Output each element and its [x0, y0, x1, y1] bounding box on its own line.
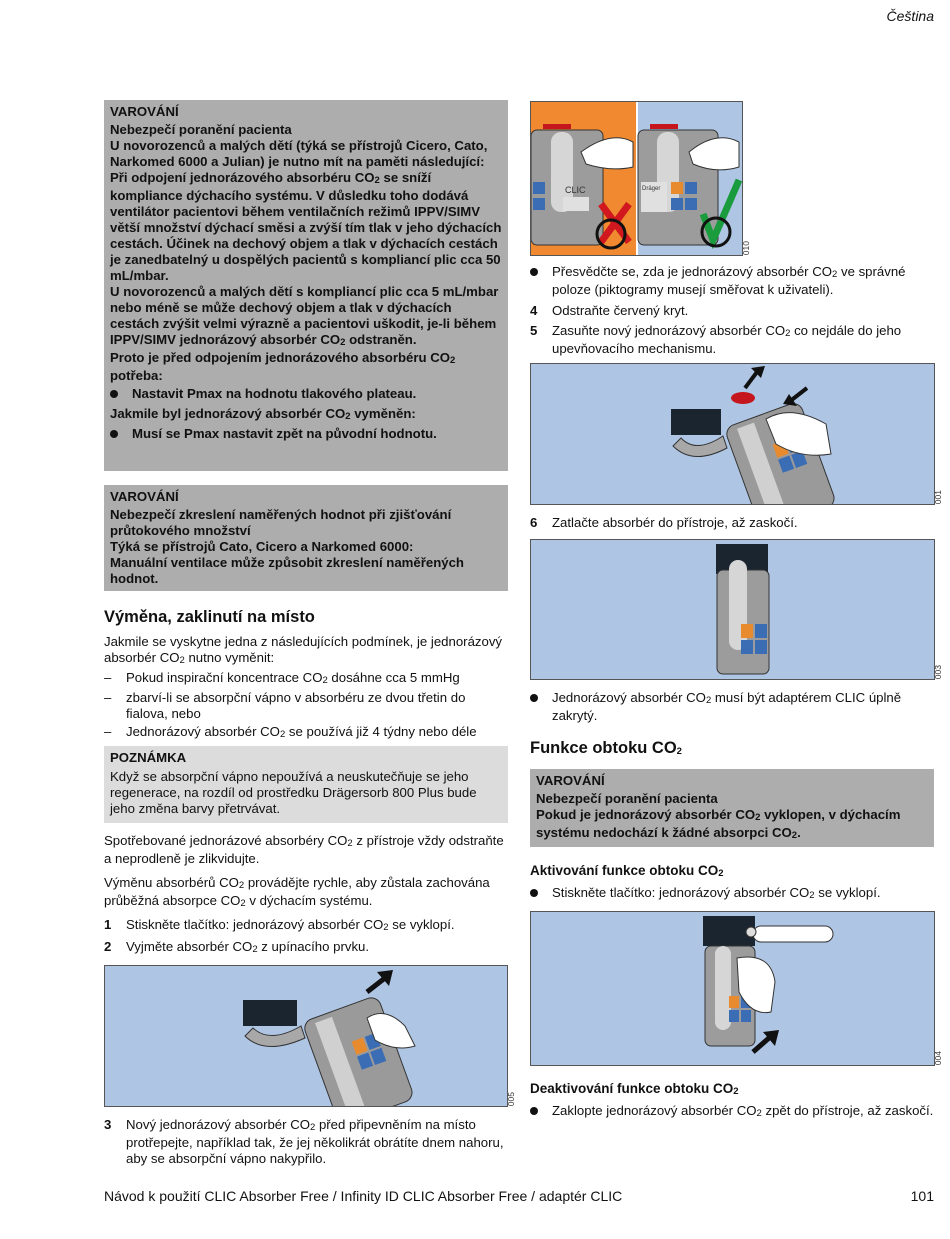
- step-item: 2 Vyjměte absorbér $CO_2$ z upínacího prvku.: [104, 939, 370, 955]
- note-box: [104, 746, 508, 823]
- condition-item: – Pokud inspirační koncentrace $CO_2$ dosáhne cca 5 mmHg: [104, 670, 460, 686]
- warning-text: Proto je před odpojením jednorázového absorbéru $CO_2$ potřeba:: [110, 350, 456, 383]
- body-text: Spotřebované jednorázové absorbéry $CO_2$ z přístroje vždy odstraňte a neprodleně je zlikvidujte.: [104, 833, 504, 866]
- absorber-removal-illustration: [105, 966, 507, 1106]
- orientation-illustration: [531, 102, 742, 255]
- intro-text: Jakmile se vyskytne jedna z následujících podmínek, je jednorázový absorbér $CO_2$ nutno vyměnit:: [104, 634, 503, 666]
- figure-tilt-absorber: [530, 911, 943, 1066]
- body-text: Výměnu absorbérů $CO_2$ provádějte rychle, aby zůstala zachována průběžná absorpce $CO_2$ v dýchacím systému.: [104, 875, 490, 909]
- warning-text: Manuální ventilace může způsobit zkreslení naměřených hodnot.: [110, 555, 464, 586]
- warning-box-bypass: [530, 769, 934, 847]
- page-number: 101: [910, 1188, 934, 1204]
- absorber-insert-illustration: [531, 364, 934, 504]
- section-heading: Výměna, zaklinutí na místo: [104, 608, 315, 626]
- bypass-activation-illustration: [531, 912, 934, 1065]
- figure-number: 005: [506, 1091, 516, 1106]
- section-heading: Funkce obtoku $CO_2$: [530, 739, 682, 757]
- warning-subtitle: Nebezpečí poranění pacienta: [110, 122, 292, 137]
- note-title: POZNÁMKA: [110, 750, 187, 765]
- figure-insert-absorber: [530, 363, 943, 505]
- warning-text: Týká se přístrojů Cato, Cicero a Narkomed 6000:: [110, 539, 414, 554]
- condition-item: – zbarví-li se absorpční vápno v absorbéru ze dvou třetin do fialova, nebo: [104, 690, 466, 721]
- warning-text: U novorozenců a malých dětí (týká se přístrojů Cicero, Cato, Narkomed 6000 a Julian) je nutno mít na paměti následující:: [110, 138, 488, 169]
- warning-title: VAROVÁNÍ: [110, 489, 179, 504]
- warning-text: Při odpojení jednorázového absorbéru $CO_2$ se sníží kompliance dýchacího systému. V důsledku toho dodává ventilátor pacientovi během ventilačních režimů IPPV/SIMV větší množství dýchací směsi a zvýší tím tlak v jeho dýchacích cestách. Účinek na dechový objem a tlak v dýchacích cestách je zanedbatelný u dospělých pacientů s kompliancí plic cca 50 mL/mbar.: [110, 170, 502, 283]
- figure-remove-absorber: [104, 965, 516, 1107]
- warning-text: U novorozenců a malých dětí s kompliancí plic cca 5 mL/mbar nebo méně se může dechový objem a tlak v dýchacích cestách zvýšit velmi výrazně a pacientovi uškodit, je-li během IPPV/SIMV jednorázový absorbér $CO_2$ odstraněn.: [110, 284, 499, 348]
- figure-orientation-check: [530, 101, 751, 256]
- warning-title: VAROVÁNÍ: [110, 104, 179, 119]
- step-item: 5 Zasuňte nový jednorázový absorbér $CO_2$ co nejdále do jeho upevňovacího mechanismu.: [530, 323, 902, 356]
- figure-push-absorber: [530, 539, 943, 680]
- bullet-item: Stiskněte tlačítko: jednorázový absorbér $CO_2$ se vyklopí.: [530, 885, 935, 903]
- right-column: [530, 100, 943, 1123]
- language-label: Čeština: [886, 8, 934, 24]
- figure-number: 003: [933, 664, 943, 679]
- left-column: [104, 100, 516, 1171]
- warning-bullet: Musí se Pmax nastavit zpět na původní hodnotu.: [110, 426, 502, 442]
- condition-item: – Jednorázový absorbér $CO_2$ se používá již 4 týdny nebo déle: [104, 724, 477, 740]
- note-text: Když se absorpční vápno nepoužívá a neuskutečňuje se jeho regenerace, na rozdíl od prostředku Drägersorb 800 Plus bude jeho změna barvy přetrvávat.: [110, 769, 477, 816]
- svg-text:Dräger: Dräger: [642, 186, 661, 192]
- step-item: 3 Nový jednorázový absorbér $CO_2$ před připevněním na místo protřepejte, například tak, že jej několikrát obrátíte dnem nahoru, aby se absorpční vápno nakypřilo.: [104, 1117, 504, 1166]
- figure-number: 004: [933, 1050, 943, 1065]
- subsection-heading: Aktivování funkce obtoku $CO_2$: [530, 863, 724, 879]
- step-item: 1 Stiskněte tlačítko: jednorázový absorbér $CO_2$ se vyklopí.: [104, 917, 455, 933]
- warning-bullet: Nastavit Pmax na hodnotu tlakového plateau.: [110, 386, 502, 402]
- warning-text: Pokud je jednorázový absorbér $CO_2$ vyklopen, v dýchacím systému nedochází k žádné absorpci $CO_2$.: [536, 807, 901, 841]
- step-item: 4 Odstraňte červený kryt.: [530, 303, 689, 318]
- footer-text: Návod k použití CLIC Absorber Free / Infinity ID CLIC Absorber Free / adaptér CLIC: [104, 1188, 623, 1204]
- svg-text:CLIC: CLIC: [565, 185, 586, 195]
- figure-number: 010: [741, 240, 751, 255]
- warning-text: Jakmile byl jednorázový absorbér $CO_2$ vyměněn:: [110, 406, 416, 422]
- warning-title: VAROVÁNÍ: [536, 773, 605, 788]
- bullet-item: Jednorázový absorbér $CO_2$ musí být adaptérem CLIC úplně zakrytý.: [530, 690, 935, 724]
- bullet-item: Přesvědčte se, zda je jednorázový absorbér $CO_2$ ve správné poloze (piktogramy musejí směřovat k uživateli).: [530, 264, 935, 298]
- warning-box-patient: [104, 100, 508, 471]
- absorber-pushed-illustration: [531, 540, 934, 679]
- warning-subtitle: Nebezpečí poranění pacienta: [536, 791, 718, 806]
- step-item: 6 Zatlačte absorbér do přístroje, až zaskočí.: [530, 515, 798, 530]
- warning-subtitle: Nebezpečí zkreslení naměřených hodnot při zjišťování průtokového množství: [110, 507, 452, 538]
- figure-number: 001: [933, 489, 943, 504]
- warning-box-measurement: [104, 485, 508, 591]
- bullet-item: Zaklopte jednorázový absorbér $CO_2$ zpět do přístroje, až zaskočí.: [530, 1103, 935, 1121]
- subsection-heading: Deaktivování funkce obtoku $CO_2$: [530, 1081, 739, 1097]
